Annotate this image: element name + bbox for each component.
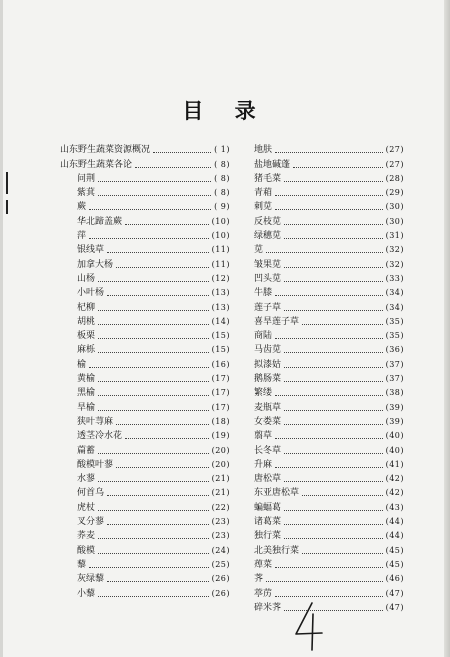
toc-entry [60, 341, 230, 355]
toc-entry [254, 413, 404, 427]
leader-dots [275, 209, 383, 210]
toc-entry-page: (28) [385, 173, 404, 183]
toc-entry-page: (25) [211, 559, 230, 569]
toc-entry-page: (26) [211, 574, 230, 584]
toc-entry-label: 皱果苋 [254, 259, 282, 270]
toc-entry-page: (10) [211, 216, 230, 226]
toc-entry-page: ( 8) [214, 188, 230, 198]
toc-entry-page: (37) [385, 374, 404, 384]
leader-dots [116, 467, 209, 468]
toc-entry-label: 青葙 [254, 188, 273, 199]
toc-entry [254, 313, 404, 327]
toc-entry-label: 地肤 [254, 145, 273, 156]
toc-entry [254, 384, 404, 398]
leader-dots [302, 495, 383, 496]
toc-entry-page: (18) [211, 416, 230, 426]
toc-entry-page: (39) [385, 402, 404, 412]
leader-dots [98, 281, 209, 282]
toc-entry [60, 484, 230, 498]
leader-dots [284, 238, 383, 239]
leader-dots [275, 567, 383, 568]
toc-entry-page: (15) [211, 345, 230, 355]
toc-entry-label: 麦瓶草 [254, 402, 282, 413]
toc-entry [60, 198, 230, 212]
toc-entry-page: (38) [385, 388, 404, 398]
leader-dots [107, 581, 209, 582]
toc-entry [60, 241, 230, 255]
toc-entry [254, 527, 404, 541]
toc-entry [60, 498, 230, 512]
leader-dots [284, 352, 383, 353]
toc-entry-label: 问荆 [77, 173, 96, 184]
toc-entry-page: (43) [385, 502, 404, 512]
toc-entry-label: 山杨 [77, 273, 96, 284]
toc-entry-page: (34) [385, 288, 404, 298]
toc-entry-label: 黄榆 [77, 374, 96, 385]
toc-entry [60, 384, 230, 398]
toc-entry-page: (26) [211, 588, 230, 598]
toc-entry-page: ( 8) [214, 159, 230, 169]
toc-entry [60, 370, 230, 384]
leader-dots [98, 538, 209, 539]
leader-dots [275, 338, 383, 339]
binding-mark [6, 172, 8, 194]
toc-entry-page: (13) [211, 302, 230, 312]
leader-dots [98, 181, 211, 182]
toc-entry-label: 华北蹄盖蕨 [77, 216, 123, 227]
leader-dots [98, 338, 209, 339]
toc-entry-label: 荠 [254, 574, 264, 585]
toc-entry [254, 556, 404, 570]
toc-entry-page: (47) [385, 588, 404, 598]
leader-dots [116, 267, 209, 268]
toc-entry-label: 东亚唐松草 [254, 488, 300, 499]
toc-entry [254, 513, 404, 527]
toc-entry-label: 透茎冷水花 [77, 431, 123, 442]
toc-entry [254, 541, 404, 555]
toc-entry-label: 板栗 [77, 331, 96, 342]
toc-entry-page: (27) [385, 145, 404, 155]
toc-entry-page: (36) [385, 345, 404, 355]
toc-entry-page: (32) [385, 259, 404, 269]
toc-entry-label: 酸模 [77, 545, 96, 556]
leader-dots [107, 295, 209, 296]
leader-dots [275, 596, 383, 597]
toc-entry [60, 170, 230, 184]
leader-dots [98, 324, 209, 325]
leader-dots [98, 453, 209, 454]
toc-entry-page: (14) [211, 316, 230, 326]
leader-dots [98, 481, 209, 482]
leader-dots [275, 195, 383, 196]
toc-entry-label: 蕨 [77, 202, 87, 213]
leader-dots [284, 510, 383, 511]
toc-entry-page: (46) [385, 574, 404, 584]
toc-entry-page: (21) [211, 474, 230, 484]
toc-entry [60, 284, 230, 298]
toc-entry [60, 255, 230, 269]
leader-dots [284, 224, 383, 225]
toc-entry-label: 蝙蝠葛 [254, 502, 282, 513]
toc-entry [60, 570, 230, 584]
leader-dots [98, 596, 209, 597]
toc-entry-label: 何首乌 [77, 488, 105, 499]
toc-entry [254, 255, 404, 269]
toc-entry [60, 527, 230, 541]
leader-dots [107, 495, 209, 496]
leader-dots [89, 567, 209, 568]
toc-entry-label: 牛膝 [254, 288, 273, 299]
toc-entry-page: (11) [211, 245, 230, 255]
toc-entry [254, 441, 404, 455]
leader-dots [275, 295, 383, 296]
toc-entry-label: 萹蓄 [77, 445, 96, 456]
toc-entry-label: 女娄菜 [254, 416, 282, 427]
leader-dots [275, 395, 383, 396]
leader-dots [89, 209, 211, 210]
leader-dots [284, 424, 383, 425]
leader-dots [98, 510, 209, 511]
toc-entry [254, 184, 404, 198]
leader-dots [89, 367, 209, 368]
toc-entry-page: (16) [211, 359, 230, 369]
toc-entry-page: (12) [211, 273, 230, 283]
toc-entry [254, 270, 404, 284]
toc-entry-page: (40) [385, 431, 404, 441]
toc-entry [60, 441, 230, 455]
toc-entry-page: (42) [385, 488, 404, 498]
toc-entry-label: 独行菜 [254, 531, 282, 542]
toc-entry-label: 苋 [254, 245, 264, 256]
page-title: 目 录 [182, 98, 268, 123]
leader-dots [107, 252, 209, 253]
toc-entry-label: 翦草 [254, 431, 273, 442]
toc-entry-label: 升麻 [254, 459, 273, 470]
toc-entry [254, 284, 404, 298]
toc-entry [60, 513, 230, 527]
leader-dots [284, 267, 383, 268]
toc-entry-label: 狭叶荨麻 [77, 416, 114, 427]
toc-entry-label: 灰绿藜 [77, 574, 105, 585]
toc-entry [60, 270, 230, 284]
toc-entry-label: 马齿苋 [254, 345, 282, 356]
toc-entry-label: 莲子草 [254, 302, 282, 313]
toc-entry [254, 370, 404, 384]
leader-dots [284, 181, 383, 182]
toc-entry-page: (17) [211, 388, 230, 398]
toc-entry [60, 141, 230, 155]
toc-entry-page: (34) [385, 302, 404, 312]
toc-entry-label: 反枝苋 [254, 216, 282, 227]
leader-dots [107, 524, 209, 525]
toc-entry-label: 胡桃 [77, 316, 96, 327]
toc-entry-label: 碎米荠 [254, 602, 282, 613]
handwritten-page-number [288, 600, 328, 652]
toc-entry [60, 313, 230, 327]
toc-entry-label: 葶苈 [254, 588, 273, 599]
toc-entry-page: (13) [211, 288, 230, 298]
toc-entry-label: 繁缕 [254, 388, 273, 399]
toc-entry-label: 杞柳 [77, 302, 96, 313]
leader-dots [284, 524, 383, 525]
toc-entry [254, 498, 404, 512]
toc-entry-label: 银线草 [77, 245, 105, 256]
toc-entry [60, 327, 230, 341]
toc-entry [254, 212, 404, 226]
toc-entry [60, 470, 230, 484]
toc-entry [254, 355, 404, 369]
toc-entry-page: (37) [385, 359, 404, 369]
leader-dots [284, 453, 383, 454]
toc-entry-page: (32) [385, 245, 404, 255]
toc-entry-label: 绿穗苋 [254, 231, 282, 242]
toc-entry-page: (42) [385, 474, 404, 484]
toc-entry-page: (35) [385, 331, 404, 341]
toc-entry-label: 唐松草 [254, 474, 282, 485]
leader-dots [275, 152, 383, 153]
leader-dots [98, 553, 209, 554]
toc-entry-page: (29) [385, 188, 404, 198]
toc-entry-label: 藜 [77, 559, 87, 570]
toc-entry-page: (31) [385, 231, 404, 241]
toc-entry-page: (19) [211, 431, 230, 441]
leader-dots [284, 281, 383, 282]
leader-dots [266, 581, 383, 582]
toc-entry-page: (20) [211, 459, 230, 469]
toc-entry-page: (21) [211, 488, 230, 498]
toc-entry-page: (11) [211, 259, 230, 269]
toc-left-column [60, 141, 230, 599]
toc-entry [60, 556, 230, 570]
toc-entry-label: 旱榆 [77, 402, 96, 413]
toc-entry-label: 拟漆姑 [254, 359, 282, 370]
toc-entry-page: (22) [211, 502, 230, 512]
toc-entry [60, 541, 230, 555]
leader-dots [98, 381, 209, 382]
toc-entry [254, 170, 404, 184]
toc-entry-label: 叉分蓼 [77, 517, 105, 528]
toc-entry [60, 398, 230, 412]
toc-entry [60, 584, 230, 598]
toc-entry [60, 427, 230, 441]
toc-entry-page: (30) [385, 216, 404, 226]
toc-entry-page: (17) [211, 374, 230, 384]
toc-entry [60, 227, 230, 241]
leader-dots [98, 410, 209, 411]
binding-mark [6, 200, 8, 214]
toc-entry-page: (47) [385, 602, 404, 612]
toc-entry-label: 猪毛菜 [254, 173, 282, 184]
toc-entry-label: 虎杖 [77, 502, 96, 513]
toc-entry-label: 荞麦 [77, 531, 96, 542]
toc-entry-page: (23) [211, 531, 230, 541]
toc-entry [254, 484, 404, 498]
toc-entry-page: (45) [385, 545, 404, 555]
toc-entry [254, 599, 404, 613]
toc-entry-page: (45) [385, 559, 404, 569]
leader-dots [284, 538, 383, 539]
toc-entry [254, 155, 404, 169]
leader-dots [284, 381, 383, 382]
toc-entry [60, 212, 230, 226]
leader-dots [284, 310, 383, 311]
toc-right-column [254, 141, 404, 613]
leader-dots [89, 238, 209, 239]
leader-dots [135, 167, 211, 168]
leader-dots [98, 395, 209, 396]
leader-dots [284, 410, 383, 411]
toc-entry [254, 327, 404, 341]
toc-entry [60, 155, 230, 169]
leader-dots [302, 553, 383, 554]
toc-entry-page: (23) [211, 517, 230, 527]
toc-entry [60, 456, 230, 470]
toc-entry-page: (20) [211, 445, 230, 455]
toc-entry [254, 470, 404, 484]
toc-entry-label: 山东野生蔬菜资源概况 [60, 145, 151, 156]
toc-entry [254, 570, 404, 584]
toc-entry-label: 紫萁 [77, 188, 96, 199]
leader-dots [266, 252, 383, 253]
toc-entry-label: 长冬草 [254, 445, 282, 456]
toc-entry-label: 凹头苋 [254, 273, 282, 284]
toc-entry-label: 鹅肠菜 [254, 374, 282, 385]
leader-dots [284, 367, 383, 368]
toc-entry [60, 298, 230, 312]
toc-entry-page: (35) [385, 316, 404, 326]
toc-entry-label: 黑榆 [77, 388, 96, 399]
toc-entry-label: 麻栎 [77, 345, 96, 356]
toc-entry-page: (17) [211, 402, 230, 412]
leader-dots [98, 195, 211, 196]
toc-entry [254, 298, 404, 312]
toc-entry-label: 刺苋 [254, 202, 273, 213]
toc-entry [254, 141, 404, 155]
toc-entry-label: 北美独行菜 [254, 545, 300, 556]
toc-entry-page: (40) [385, 445, 404, 455]
leader-dots [293, 167, 383, 168]
toc-entry-page: (44) [385, 517, 404, 527]
leader-dots [98, 352, 209, 353]
leader-dots [125, 438, 209, 439]
leader-dots [125, 224, 209, 225]
toc-entry [60, 355, 230, 369]
toc-entry-page: (10) [211, 231, 230, 241]
toc-entry-page: ( 1) [214, 145, 230, 155]
toc-entry [254, 341, 404, 355]
leader-dots [302, 324, 383, 325]
toc-entry-label: 诸葛菜 [254, 517, 282, 528]
toc-entry-label: 喜旱莲子草 [254, 316, 300, 327]
toc-entry-page: ( 9) [214, 202, 230, 212]
toc-entry-page: (27) [385, 159, 404, 169]
toc-entry-label: 盐地碱蓬 [254, 159, 291, 170]
toc-entry-label: 蔊菜 [254, 559, 273, 570]
toc-entry [254, 398, 404, 412]
leader-dots [275, 467, 383, 468]
toc-entry-page: (33) [385, 273, 404, 283]
toc-entry-label: 榆 [77, 359, 87, 370]
toc-entry [254, 584, 404, 598]
toc-entry-label: 小藜 [77, 588, 96, 599]
leader-dots [116, 424, 209, 425]
leader-dots [284, 481, 383, 482]
toc-entry-page: (30) [385, 202, 404, 212]
toc-entry-label: 小叶杨 [77, 288, 105, 299]
toc-entry [254, 227, 404, 241]
toc-entry-page: (44) [385, 531, 404, 541]
toc-entry [60, 413, 230, 427]
toc-entry-page: (15) [211, 331, 230, 341]
toc-entry-page: (41) [385, 459, 404, 469]
toc-entry [60, 184, 230, 198]
leader-dots [275, 438, 383, 439]
toc-entry-label: 山东野生蔬菜各论 [60, 159, 133, 170]
toc-entry-label: 商陆 [254, 331, 273, 342]
toc-entry [254, 241, 404, 255]
toc-entry [254, 198, 404, 212]
toc-entry-page: (24) [211, 545, 230, 555]
toc-entry-label: 萍 [77, 231, 87, 242]
leader-dots [98, 310, 209, 311]
leader-dots [153, 152, 211, 153]
toc-entry-label: 水蓼 [77, 474, 96, 485]
toc-entry-page: ( 8) [214, 173, 230, 183]
toc-entry-label: 酸模叶蓼 [77, 459, 114, 470]
toc-entry-label: 加拿大杨 [77, 259, 114, 270]
toc-entry [254, 456, 404, 470]
toc-entry [254, 427, 404, 441]
toc-entry-page: (39) [385, 416, 404, 426]
